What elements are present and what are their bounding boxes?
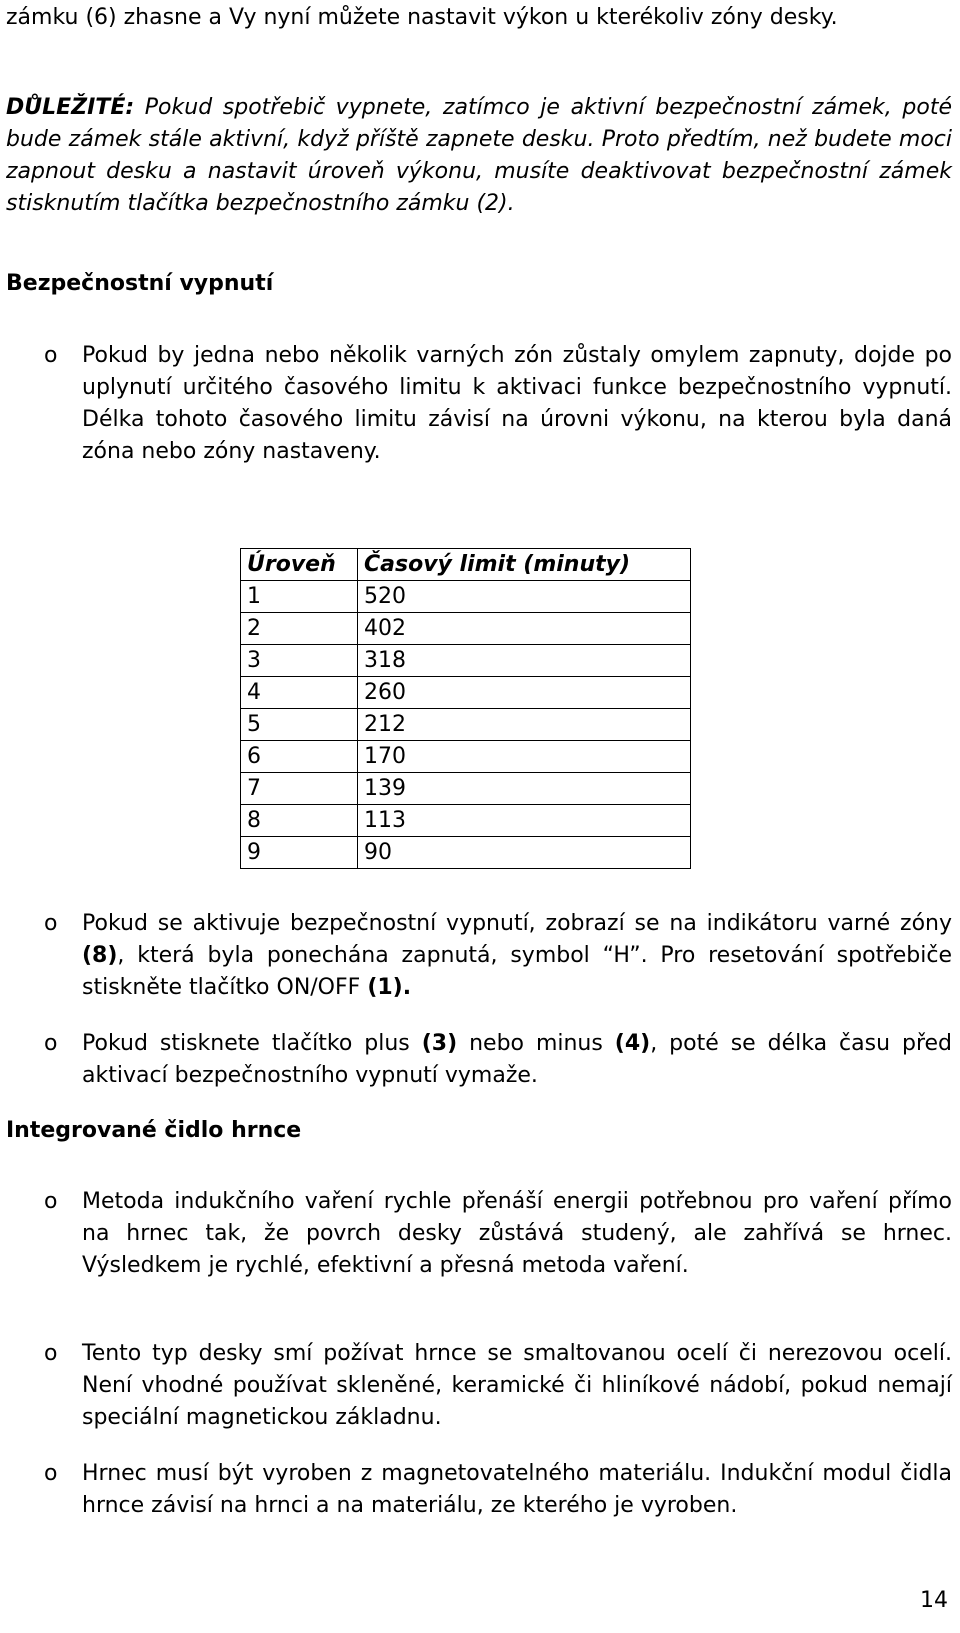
sensor-bullet-3: Hrnec musí být vyroben z magnetovatelného materiálu. Indukční modul čidla hrnce závisí na hrnci a na materiálu, ze kterého je vyroben. <box>82 1461 952 1518</box>
bullet2-ref-8: (8) <box>82 943 118 968</box>
table-cell-minutes: 402 <box>358 613 691 645</box>
important-label: DŮLEŽITÉ: <box>6 95 135 120</box>
table-row <box>241 581 691 613</box>
table-row <box>241 805 691 837</box>
table-row <box>241 837 691 869</box>
table-cell-level: 3 <box>241 645 358 677</box>
table-cell-minutes: 212 <box>358 709 691 741</box>
important-text: Pokud spotřebič vypnete, zatímco je aktivní bezpečnostní zámek, poté bude zámek stále aktivní, když příště zapnete desku. Proto předtím, než budete moci zapnout desku a nastavit úroveň výkonu, musíte deaktivovat bezpečnostní zámek stisknutím tlačítka bezpečnostního zámku (2). <box>6 95 952 216</box>
table-header-level: Úroveň <box>241 549 358 581</box>
intro-paragraph <box>6 2 952 34</box>
bullet3-ref-3: (3) <box>421 1031 458 1056</box>
bullet3-text-e: , poté se délka času před aktivací bezpečnostního vypnutí vymaže. <box>82 1031 953 1088</box>
bullet3-text-c: nebo minus <box>457 1031 615 1056</box>
bullet-marker: o <box>44 343 58 368</box>
intro-text: zámku (6) zhasne a Vy nyní můžete nastavit výkon u kterékoliv zóny desky. <box>6 5 838 30</box>
time-limit-table <box>240 548 691 869</box>
table-cell-level: 5 <box>241 709 358 741</box>
page-number: 14 <box>920 1588 948 1613</box>
bullet-marker: o <box>44 1189 58 1214</box>
table-cell-level: 9 <box>241 837 358 869</box>
bullet-marker: o <box>44 1031 58 1056</box>
table-cell-minutes: 170 <box>358 741 691 773</box>
table-header-time-limit: Časový limit (minuty) <box>358 549 691 581</box>
bullet-marker: o <box>44 911 58 936</box>
table-row <box>241 645 691 677</box>
table-cell-minutes: 318 <box>358 645 691 677</box>
table-row <box>241 773 691 805</box>
bullet3-ref-4: (4) <box>614 1031 651 1056</box>
table-cell-level: 8 <box>241 805 358 837</box>
table-cell-minutes: 90 <box>358 837 691 869</box>
safety-bullet-1: Pokud by jedna nebo několik varných zón zůstaly omylem zapnuty, dojde po uplynutí určitého časového limitu k aktivaci funkce bezpečnostního vypnutí. Délka tohoto časového limitu závisí na úrovni výkonu, na kterou byla daná zóna nebo zóny nastaveny. <box>82 343 952 464</box>
table-header-row <box>241 549 691 581</box>
section-heading-sensor: Integrované čidlo hrnce <box>6 1118 302 1143</box>
table-row <box>241 709 691 741</box>
important-paragraph <box>6 92 952 220</box>
sensor-bullet-1: Metoda indukčního vaření rychle přenáší energii potřebnou pro vaření přímo na hrnec tak, že povrch desky zůstává studený, ale zahřívá se hrnec. Výsledkem je rychlé, efektivní a přesná metoda vaření. <box>82 1189 952 1278</box>
table-cell-level: 6 <box>241 741 358 773</box>
bullet2-text-c: , která byla ponechána zapnutá, symbol “H”. Pro resetování spotřebiče stiskněte tlačítko ON/OFF <box>82 943 952 1000</box>
table-cell-level: 1 <box>241 581 358 613</box>
table-cell-level: 7 <box>241 773 358 805</box>
table-row <box>241 741 691 773</box>
bullet2-text-a: Pokud se aktivuje bezpečnostní vypnutí, zobrazí se na indikátoru varné zóny <box>82 911 952 936</box>
table-row <box>241 613 691 645</box>
safety-bullet-2 <box>82 908 952 1004</box>
table-cell-minutes: 139 <box>358 773 691 805</box>
table-cell-minutes: 113 <box>358 805 691 837</box>
bullet-marker: o <box>44 1461 58 1486</box>
bullet2-ref-1: (1). <box>367 975 412 1000</box>
table-cell-level: 4 <box>241 677 358 709</box>
table-cell-level: 2 <box>241 613 358 645</box>
bullet3-text-a: Pokud stisknete tlačítko plus <box>82 1031 422 1056</box>
bullet-marker: o <box>44 1341 58 1366</box>
table-row <box>241 677 691 709</box>
safety-bullet-3 <box>82 1028 952 1092</box>
table-cell-minutes: 260 <box>358 677 691 709</box>
sensor-bullet-2: Tento typ desky smí požívat hrnce se smaltovanou ocelí či nerezovou ocelí. Není vhodné používat skleněné, keramické či hliníkové nádobí, pokud nemají speciální magnetickou základnu. <box>82 1341 952 1430</box>
table-cell-minutes: 520 <box>358 581 691 613</box>
section-heading-safety: Bezpečnostní vypnutí <box>6 271 274 296</box>
